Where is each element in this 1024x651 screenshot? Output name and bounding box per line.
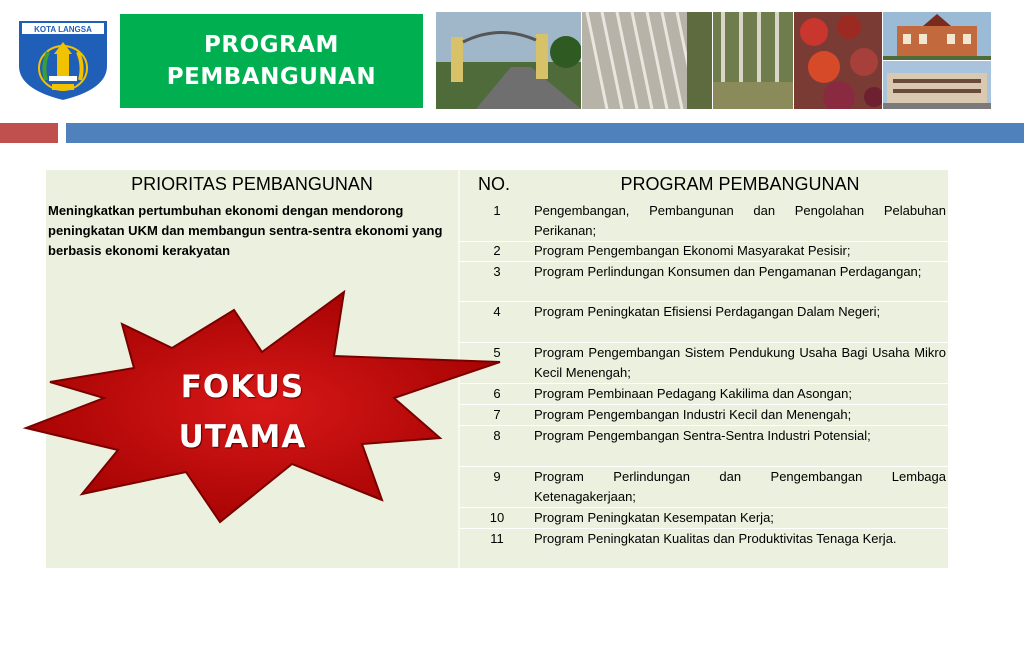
government-building-photo bbox=[883, 12, 991, 60]
row-text: Program Peningkatan Efisiensi Perdagangan Dalam Negeri; bbox=[534, 304, 881, 319]
title-line-1: PROGRAM bbox=[204, 32, 339, 58]
row-number: 11 bbox=[490, 531, 504, 546]
row-number: 6 bbox=[493, 386, 501, 401]
row-number: 8 bbox=[493, 428, 501, 443]
row-text: Pengembangan, Pembangunan dan Pengolahan Pelabuhan Perikanan; bbox=[534, 203, 946, 238]
program-header: PROGRAM PEMBANGUNAN bbox=[620, 174, 860, 194]
gate-road-photo bbox=[436, 12, 581, 109]
title-banner bbox=[120, 14, 423, 108]
photo-collage bbox=[436, 12, 991, 109]
kota-langsa-logo bbox=[16, 18, 110, 102]
row-number: 2 bbox=[493, 243, 501, 258]
row-number: 10 bbox=[489, 510, 505, 525]
program-column bbox=[460, 170, 948, 568]
rubber-trees-photo bbox=[713, 12, 793, 109]
callout-line-1: FOKUS bbox=[180, 369, 305, 405]
row-number: 5 bbox=[493, 345, 501, 360]
row-text: Program Pengembangan Sistem Pendukung Usaha Bagi Usaha Mikro Kecil Menengah; bbox=[534, 345, 946, 380]
accent-bar-red bbox=[0, 123, 58, 143]
row-text: Program Peningkatan Kualitas dan Produktivitas Tenaga Kerja. bbox=[534, 531, 897, 546]
market-produce-photo bbox=[794, 12, 882, 109]
office-building-photo bbox=[883, 61, 991, 109]
accent-bar-blue bbox=[66, 123, 1024, 143]
priority-text: Meningkatkan pertumbuhan ekonomi dengan mendorong peningkatan UKM dan membangun sentra-sentra ekonomi yang berbasis ekonomi kerakyatan bbox=[48, 203, 443, 258]
row-text: Program Pembinaan Pedagang Kakilima dan Asongan; bbox=[534, 386, 852, 401]
title-line-2: PEMBANGUNAN bbox=[166, 64, 377, 90]
row-text: Program Pengembangan Sentra-Sentra Industri Potensial; bbox=[534, 428, 871, 443]
row-number: 9 bbox=[493, 469, 501, 484]
row-text: Program Perlindungan dan Pengembangan Lembaga Ketenagakerjaan; bbox=[534, 469, 946, 504]
priority-header: PRIORITAS PEMBANGUNAN bbox=[131, 174, 373, 194]
row-text: Program Pengembangan Ekonomi Masyarakat Pesisir; bbox=[534, 243, 851, 258]
focus-callout-text bbox=[160, 362, 325, 462]
row-number: 7 bbox=[493, 407, 501, 422]
dried-fish-photo bbox=[582, 12, 712, 109]
svg-text:KOTA LANGSA: KOTA LANGSA bbox=[34, 25, 92, 34]
row-text: Program Pengembangan Industri Kecil dan Menengah; bbox=[534, 407, 852, 422]
row-number: 4 bbox=[493, 304, 501, 319]
row-number: 3 bbox=[493, 264, 501, 279]
row-number: 1 bbox=[493, 203, 501, 218]
no-header: NO. bbox=[477, 174, 510, 194]
row-text: Program Perlindungan Konsumen dan Pengamanan Perdagangan; bbox=[534, 264, 922, 279]
row-text: Program Peningkatan Kesempatan Kerja; bbox=[534, 510, 774, 525]
callout-line-2: UTAMA bbox=[178, 419, 307, 455]
